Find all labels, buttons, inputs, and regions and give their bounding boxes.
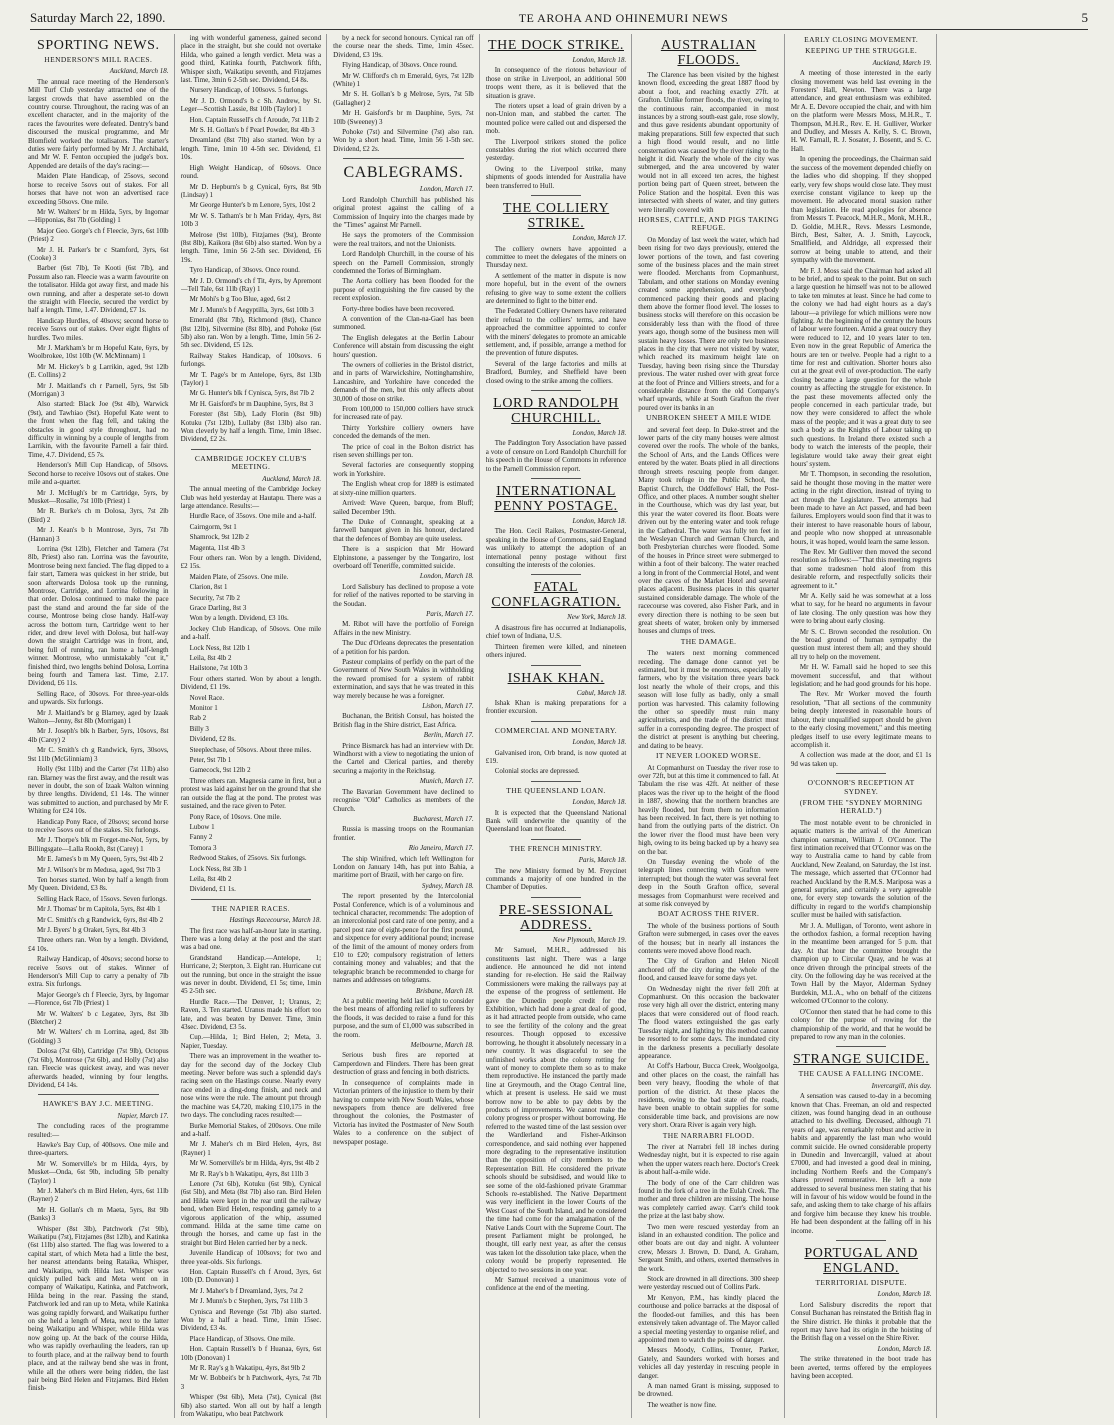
dateline: Paris, March 18.: [578, 856, 627, 865]
article-paragraph: Hurdle Race, of 35sovs. One mile and a-half.: [189, 512, 317, 521]
dateline: Brisbane, March 18.: [416, 986, 474, 995]
article-headline: THE DOCK STRIKE.: [488, 38, 624, 53]
article-paragraph: The strike threatened in the boot trade has been averted, terms offered by the employees having been accepted.: [790, 1355, 932, 1381]
article-paragraph: Pohoke (7st) and Silvermine (7st) also ran. Won by a short head. Time, 1min 56 1-5th sec. Dividend, £2 2s.: [333, 128, 474, 153]
article-paragraph: There is a suspicion that Mr Howard Elphinstone, a passenger by the Tongariro, lost overboard off Teneriffe, committed suicide.: [333, 545, 474, 570]
column-2: [181, 34, 328, 1418]
article-paragraph: Won by a length. Dividend, £3 10s.: [189, 614, 289, 623]
article-paragraph: At Copmanhurst on Tuesday the river rose to over 72ft, but at this time it commenced to fall. At Tabulam the rise was 42ft. At neither of these places was the river up to the height of the flood in 1887, showing that the northern branches are heavily flooded, but from them no information has been received. In fact, there is yet nothing to hand from the outlying parts of the district. On the lower river the flood must have been very high, owing to its being backed up by a heavy sea on the bar.: [638, 763, 779, 856]
article-paragraph: Hon. Captain Russell's ch f Aroud, 3yrs, 6st 10lb (D. Donovan) 1: [180, 1268, 322, 1285]
dateline: Berlin, March 17.: [423, 731, 474, 740]
article-paragraph: Cynisca and Revenge (5st 7lb) also started. Won by a half a head. Time, 1min 15sec. Dividend, £3 4s.: [180, 1307, 322, 1333]
article-paragraph: The river at Narrabri fell 18 inches during Wednesday night, but it is expected to rise again when the upper waters reach here. Doctor's Creek is about half-a-mile wide.: [638, 1142, 779, 1177]
article-subheading: BOAT ACROSS THE RIVER.: [657, 909, 760, 919]
article-paragraph: Mr J. Munn's b f Aegyptilla, 3yrs, 6st 10lb 3: [189, 305, 314, 314]
dateline: London, March 18.: [572, 429, 627, 437]
dateline: Lisbon, March 17.: [422, 702, 474, 711]
article-paragraph: The new Ministry formed by M. Freycinet commands a majority of one hundred in the Chamber of Deputies.: [485, 866, 627, 892]
article-paragraph: At a public meeting held last night to consider the best means of affording relief to sufferers by the floods, it was decided to raise a fund for this purpose, and the sum of £1,000 was subscribed in the room.: [333, 997, 474, 1039]
article-headline: THE COLLIERY STRIKE.: [502, 201, 610, 232]
article-paragraph: There was an improvement in the weather to-day for the second day of the Jockey Club meeting. Never before was such a splendid day's racing seen on the Hastings course. Nearly every race ended in a ding-dong finish, and neck and nose wins were the rule. The amount put through the machine was £4,720, making £10,175 in the two days. The concluding races resulted:—: [180, 1052, 322, 1120]
dateline: Paris, March 17.: [426, 609, 474, 618]
article-paragraph: Forester (8st 5lb), Lady Florin (8st 9lb) Kotuku (7st 12lb), Lullaby (8st 13lb) also ran. Won cleverly by half a length. Time, 1min 18sec. Dividend, £2 2s.: [180, 410, 322, 444]
article-paragraph: On Tuesday evening the whole of the telegraph lines connecting with Grafton were interrupted; but though the water was several feet deep in the South Grafton office, several messages from Copmanhurst were received and at some risk conveyed by: [638, 857, 779, 908]
article-paragraph: Two men were rescued yesterday from an island in an exhausted condition. The police and other boats are out day and night. A volunteer crew, Messrs J. Brown, D. Dand, A. Graham, Sergeant Smith, and others, exerted themselves in the work.: [638, 1222, 779, 1273]
article-paragraph: Pony Race, of 10sovs. One mile.: [189, 812, 282, 821]
article-paragraph: O'Connor then stated that he had come to this colony for the purpose of rowing for the championship of the world, and that he would be prepared to row any man in the colonies.: [790, 1007, 932, 1041]
article-paragraph: Tyro Handicap, of 30sovs. Once round.: [189, 266, 300, 275]
article-paragraph: A disastrous fire has occurred at Indianapolis, chief town of Indiana, U.S.: [485, 623, 627, 641]
article-paragraph: Prince Bismarck has had an interview with Dr. Windhorst with a view to negotiating the union of the Cartel and Clerical parties, and thereby securing a majority in the Reichstag.: [333, 741, 474, 775]
article-subheading: THE DAMAGE.: [680, 636, 737, 646]
article-paragraph: Forty-three bodies have been recovered.: [342, 304, 455, 313]
article-paragraph: ing with wonderful gameness, gained second place in the straight, but she could not overtake Hilda, who gained a length verdict. Meta was a good third, Katinka fourth, Patchwork fifth, Whisper sixth, Waikatipu seventh, and Fitzjames last. Time, 3min 6 2-5th sec. Dividend, £4 8s.: [180, 34, 322, 85]
dateline: Munich, March 17.: [419, 777, 474, 786]
column-rule: [191, 449, 312, 450]
article-paragraph: Mr J. Markham's br m Hopeful Kate, 6yrs, by Woolbrokee, 10st 10lb (W. McMinnam) 1: [28, 344, 169, 361]
article-subheading: KEEPING UP THE STRUGGLE.: [805, 46, 918, 56]
column-rule: [531, 665, 582, 666]
article-paragraph: Mr J. Maher's ch m Bird Helen, 4yrs, 8st (Rayner) 1: [180, 1140, 322, 1157]
article-paragraph: Melrose (9st 10lb), Fitzjames (9st), Bronte (8st 8lb), Kaikora (8st 6lb) also started. Won by a length. Time, 1min 56 2-5th sec. Dividend, £6 19s.: [180, 230, 322, 264]
column-3: [333, 34, 480, 1418]
article-paragraph: Leila, 8st 4lb 2: [189, 654, 232, 662]
article-paragraph: Major George's ch f Fleecie, 3yrs, by Ingomar—Florence, 6st 7lb (Priest) 1: [28, 990, 169, 1008]
article-paragraph: Mr S. H. Gollan's b f Pearl Powder, 8st 4lb 3: [189, 126, 315, 135]
paper-title: TE AROHA AND OHINEMURI NEWS: [518, 11, 729, 25]
article-paragraph: Colonial stocks are depressed.: [494, 767, 580, 776]
article-paragraph: M. Ribot will have the portfolio of Foreign Affairs in the new Ministry.: [333, 620, 474, 637]
article-paragraph: Three others ran. Won by a length. Dividend, £4 10s.: [28, 936, 169, 953]
article-paragraph: The Rev. Mr Gulliver then moved the second resolution as follows:—"That this meeting regrets that some tradesmen hold aloof from this desirable reform, and respectfully solicits their agreement to it.": [790, 547, 932, 590]
article-paragraph: Mr Mohi's b g Too Blue, aged, 6st 2: [189, 295, 291, 304]
article-headline: INTERNATIONAL PENNY POSTAGE.: [494, 484, 618, 515]
article-paragraph: Redwood Stakes, of 25sovs. Six furlongs.: [189, 854, 307, 863]
article-subheading: EARLY CLOSING MOVEMENT.: [804, 35, 919, 44]
article-paragraph: The report presented by the Intercolonial Postal Conference, which is of a voluminous and technical character, recommends: The adoption of an intercolonial post card rate of one penny, and a parcel post rate of eight-pence for the first pound, and sixpence for every additional pound; increase of the limit of the amount of money orders from £10 to £20; compulsory registration of letters containing money and valuables; and that the telegraphic branch be recommended to charge for names and addresses on telegrams.: [333, 892, 474, 985]
article-paragraph: The City of Grafton and Helen Nicoll anchored off the city during the whole of the flood, and caused leave for some days yet.: [638, 957, 779, 983]
article-paragraph: The first race was half-an-hour late in starting. There was a long delay at the post and the start was a bad one.: [180, 926, 322, 952]
article-paragraph: Railway Handicap, of 40sovs; second horse to receive 5sovs out of stakes. Winner of Henderson's Mill Cup to carry a penalty of 7lb extra. Six furlongs.: [28, 955, 169, 989]
column-rule: [836, 1240, 887, 1241]
dateline: Napier, March 17.: [117, 1111, 169, 1120]
article-headline: PORTUGAL AND ENGLAND.: [804, 1246, 918, 1277]
article-paragraph: Mr H. Gollan's ch m Maeta, 5yrs, 8st 9lb (Banks) 3: [28, 1205, 169, 1223]
article-paragraph: The English delegates at the Berlin Labour Conference will abstain from discussing the eight hours' question.: [333, 333, 474, 359]
article-paragraph: Mr J. D. Ormond's ch f Tit, 4yrs, by Apremont—Tell Tale, 6st 11lb (Ray) 1: [180, 276, 322, 293]
article-paragraph: Selling Hack Race, of 15sovs. Seven furlongs.: [37, 894, 168, 903]
article-paragraph: Maiden Plate Handicap, of 25sovs, second horse to receive 5sovs out of stakes. For all horses that have not won an advertised race exceeding 50sovs. One mile.: [28, 172, 169, 206]
article-paragraph: Place Handicap, of 30sovs. One mile.: [189, 1334, 295, 1343]
article-subheading: HORSES, CATTLE, AND PIGS TAKING REFUGE.: [638, 214, 779, 233]
article-paragraph: Magenta, 11st 4lb 3: [189, 543, 245, 552]
article-paragraph: Mr W. Bobbeit's br h Patchwork, 4yrs, 7st 7lb 3: [180, 1374, 322, 1391]
article-subheading: TERRITORIAL DISPUTE.: [815, 1278, 907, 1288]
article-paragraph: The Duke of Connaught, speaking at a farewell banquet given in his honour, declared that the defences of Bombay are quite useless.: [333, 517, 474, 543]
article-paragraph: Peter, 9st 7lb 1: [189, 756, 232, 765]
page-number: 5: [1081, 10, 1088, 25]
article-paragraph: Mr J. Kean's b h Montrose, 3yrs, 7st 7lb (Hannan) 3: [28, 526, 169, 543]
article-paragraph: The Liverpool strikers stoned the police constables during the riot which occurred there yesterday.: [485, 137, 627, 163]
article-paragraph: Buchanan, the British Consul, has hoisted the British flag in the Shire district, East Africa.: [333, 712, 474, 729]
article-paragraph: Gamecock, 9st 12lb 2: [189, 766, 251, 775]
article-paragraph: Owing to the Liverpool strike, many shipments of goods intended for Australia have been transferred to Hull.: [485, 164, 627, 190]
article-paragraph: Hailstone, 7st 10lb 3: [189, 664, 248, 673]
dateline: Invercargill, this day.: [871, 1081, 932, 1090]
article-paragraph: Fanny 2: [189, 833, 213, 842]
article-paragraph: Grandstand Handicap.—Antelope, 1; Hurricane, 2; Sterpton, 3. Eight ran. Hurricane cut out the running, but once in the straight the issue was never in doubt. Dividend, £1 5s; time, 1min 45 2-5th sec.: [180, 953, 322, 996]
article-paragraph: The rioters upset a load of grain driven by a non-Union man, and stabbed the carter. The mounted police were called out and dispersed the mob.: [485, 102, 627, 136]
article-paragraph: Mr D. Hepburn's b g Cynical, 6yrs, 8st 9lb (Lindsay) 1: [180, 182, 322, 199]
column-rule: [836, 1046, 887, 1047]
article-paragraph: Mr J. A. Mulligan, of Toronto, went ashore in the orthodox fashion, a formal reception having in the meantime been arranged for 5 p.m. that day. At that hour the committee brought the champion up to Circular Quay, and he was at once driven through the principal streets of the city. On the following day he was received at the Town Hall by the Mayor, Alderman Sydney Burdekin, M.L.A., who on behalf of the citizens welcomed O'Connor to the colony.: [790, 921, 932, 1006]
dateline: London, March 17.: [572, 234, 627, 243]
article-paragraph: A man named Grant is missing, supposed to be drowned.: [638, 1381, 779, 1399]
article-paragraph: Monitor 1: [189, 704, 218, 713]
article-paragraph: Galvanised iron, Orb brand, is now quoted at £19.: [485, 748, 627, 765]
column-rule: [531, 478, 582, 479]
article-subheading: THE NAPIER RACES.: [211, 903, 290, 913]
article-paragraph: Mr W. Somerville's br m Hilda, 4yrs, by Musket—Onda, 6st 9lb, including 5lb penalty (Taylor) 1: [28, 1159, 169, 1185]
article-paragraph: Lock Ness, 8st 3lb 1: [189, 864, 247, 873]
article-subheading: UNBROKEN SHEET A MILE WIDE: [646, 413, 772, 423]
article-subheading: (FROM THE "SYDNEY MORNING HERALD."): [799, 797, 923, 816]
article-paragraph: Mr H. Gaisford's br m Dauphine, 5yrs, 7st 10lb (Sweeney) 3: [333, 109, 474, 126]
article-paragraph: Thirteen firemen were killed, and nineteen others injured.: [485, 642, 627, 660]
article-paragraph: Lock Ness, 8st 12lb 1: [189, 643, 251, 652]
article-paragraph: Mr J. Maher's ch m Bird Helen, 4yrs, 6st 11lb (Rayner) 2: [28, 1186, 169, 1204]
article-paragraph: The whole of the business portions of South Grafton were submerged, in cases over the eaves of the houses; but in nearly all instances the contents were moved above flood reach.: [638, 921, 779, 956]
article-paragraph: Lord Randolph Churchill, in the course of his speech on the Parnell Commission, strongly condemned the Tories of Birmingham.: [333, 250, 474, 275]
article-paragraph: Security, 7st 7lb 2: [189, 593, 241, 602]
article-paragraph: In opening the proceedings, the Chairman said the success of the movement depended chiefly on the ladies who did shopping. If they shopped early, very few shops would close late. They must exercise constant vigilance to keep up the movement. He advocated moral suasion rather than legislation. He read apologies for absence from Messrs T. Peacock, M.H.R., Monk, M.H.R., D. Goldie, M.H.R., Revs. Messrs Lesmonde, Birch, Best, Salter, A. J. Smith, Laycock, Smallfield, and Aldridge, all expressed their sorrow at being unable to attend, and their sympathy with the movement.: [790, 155, 932, 265]
article-paragraph: Mr J. Wilson's br m Medusa, aged, 9st 7lb 3: [37, 865, 161, 874]
column-1: [28, 34, 175, 1418]
dateline: Rio Janeiro, March 17.: [408, 844, 474, 853]
article-paragraph: Mr J. Munn's b c Stephen, 3yrs, 7st 11lb 3: [189, 1297, 308, 1306]
article-paragraph: Several of the large factories and mills at Bradford, Burnley, and Sheffield have been closed owing to the strike among the colliers.: [485, 359, 627, 385]
article-paragraph: The Aorta colliery has been flooded for the purpose of extinguishing the fire caused by the recent explosion.: [333, 277, 474, 303]
dateline: London, March 17.: [419, 185, 474, 194]
article-paragraph: Rab 2: [189, 714, 207, 723]
article-paragraph: The annual meeting of the Cambridge Jockey Club was held yesterday at Hautapu. There was a large attendance. Results:—: [180, 485, 322, 510]
article-paragraph: Mr E. James's b m My Queen, 5yrs, 9st 4lb 2: [37, 855, 164, 864]
article-paragraph: The English wheat crop for 1889 is estimated at sixty-nine million quarters.: [333, 480, 474, 497]
dateline: Bucharest, March 17.: [413, 814, 474, 823]
article-paragraph: A sensation was caused to-day in a becoming known that Chas. Freeman, an old and respected citizen, was found hanging dead in an outhouse attached to his dwelling. Deceased, although 71 years of age, was remarkably robust and active in habits and apparently the last man who would commit suicide. He owned considerable property in Dunedin and Invercargill, valued at about £7000, and had invested a good deal in mining, including Northern Reefs and the Company's shares proved remunerative. He left a note addressed to several business men stating that his will in favour of his widow would be found in the safe, and asking them to take charge of his affairs and forgive him because they knew his trouble. He had been despondent at the falling off in his income.: [790, 1092, 932, 1235]
article-paragraph: Mr Kenyon, P.M., has kindly placed the courthouse and police barracks at the disposal of the flooded-out families, and this has been extensively taken advantage of. The Mayor called a special meeting yesterday to organise relief, and appointed men to watch the points of danger.: [638, 1293, 779, 1344]
article-paragraph: Hon. Captain Russell's ch f Aroude, 7st 11lb 2: [189, 115, 319, 124]
article-paragraph: Serious bush fires are reported at Camperdown and Flinders. There has been great destruction of grass and fencing in both districts.: [333, 1051, 474, 1077]
article-subheading: THE FRENCH MINISTRY.: [509, 843, 603, 853]
article-subheading: IT NEVER LOOKED WORSE.: [655, 751, 762, 761]
column-5: [638, 34, 785, 1418]
article-paragraph: The concluding races of the programme resulted:—: [28, 1122, 169, 1139]
article-paragraph: Three others ran. Magnesia came in first, but a protest was laid against her on the ground that she ran outside the flag at the pond. The protest was sustained, and the race given to Peter.: [180, 776, 322, 811]
article-paragraph: The Rev. Mr Worker moved the fourth resolution, "That all sections of the community being deeply interested in reasonable hours of labour, their unqualified support should be given to the early closing movement," and this meeting pledges itself to use every legitimate means to accomplish it.: [790, 690, 932, 749]
article-paragraph: Lorrina (9st 12lb), Fletcher and Tamera (7st 8lb, Priest) also ran. Lorrina was the favourite, Montrose being next fancied. The flag dipped to a fair start, Tamera was quickest in her stride, but soon afterwards Dolosa took up the running, Montrose, Cartridge, and Lorrina following in that order. Dolosa continued to make the pace past the stand and around the far side of the course, Montrose being close handy. Half-way across the bottom turn, Cartridge went to her rider, and drew level with Dolosa, but half-way down the straight Cartridge was in front, and, being full of running, ran home a half-length winner. Montrose, who unmistakably "cut it," finished third, two lengths behind Dolosa, Lorrina being fourth and Tamera last. Time, 2.17. Dividend, £6 11s.: [28, 544, 169, 688]
article-paragraph: Pasteur complains of perfidy on the part of the Government of New South Wales in withholding the reward promised for a system of rabbit extermination, and says that he was treated in this way merely because he was a foreigner.: [333, 658, 474, 700]
article-paragraph: Emerald (8st 7lb), Richmond (8st), Chance (8st 12lb), Silvermine (8st 8lb), and Pohoke (6st 5lb) also ran. Won by a length. Time, 1min 56 2-5th sec. Dividend, £5 12s.: [180, 316, 322, 350]
dateline: Auckland, March 18.: [262, 474, 322, 483]
article-paragraph: Also started: Black Joe (9st 4lb), Warwick (9st), and Tawhiao (9st). Hopeful Kate went to the front when the flag fell, and taking the obstacles in good style throughout, had no difficulty in winning by a couple of lengths from Larrikin, with the favourite Parnell a fair third. Time, 4.7. Dividend, £5 7s.: [28, 400, 169, 459]
article-subheading: HENDERSON'S MILL RACES.: [44, 55, 153, 64]
article-paragraph: Nursery Handicap, of 100sovs. 5 furlongs.: [189, 86, 309, 95]
article-paragraph: Mr S. H. Gollan's b g Melrose, 5yrs, 7st 5lb (Gallagher) 2: [333, 90, 474, 107]
article-paragraph: Mr M. Hickey's b g Larrikin, aged, 9st 12lb (E. Collins) 2: [28, 362, 169, 380]
article-paragraph: The most notable event to be chronicled in aquatic matters is the arrival of the American champion oarsman, William J. O'Connor. The first intimation received that O'Connor was on the way to Australia came to hand by cable from Auckland, New Zealand, on Saturday, the 1st inst. The message, which asserted that O'Connor had reached Auckland by the R.M.S. Mariposa was a general surprise, and certainly a very agreeable one, for every step towards the solution of the difficulty in regard to the world's championship sculler must be hailed with satisfaction.: [790, 818, 932, 920]
article-paragraph: Mr J. H. Parker's br c Stamford, 3yrs, 6st (Cooke) 3: [28, 245, 169, 262]
article-paragraph: The Hon. Cecil Raikes, Postmaster-General, speaking in the House of Commons, said England was unlikely to attempt the adoption of an international penny postage without first consulting the interests of the colonies.: [485, 527, 627, 570]
dateline: London, March 18.: [419, 572, 474, 581]
article-headline: SPORTING NEWS.: [36, 38, 160, 53]
article-paragraph: Lenore (7st 6lb), Kotuku (6st 9lb), Cynical (6st 5lb), and Meta (8st 7lb) also ran. Bird Helen and Hilda were kept in the rear until the railway bend, when Bird Helen, responding gamely to a vigorous application of the whip, assumed command. Hilda at the same time came on through the horses, and came up fast in the straight but Bird Helen carried her by a neck.: [180, 1179, 322, 1247]
article-paragraph: In consequence of complaints made in Victorian printers of the injustice to them by their having to compete with New South Wales, whose newspapers from thence are delivered free throughout the colonies, the Postmaster of Victoria has invited the Postmaster of New South Wales to a conference on the subject of newspaper postage.: [333, 1078, 474, 1146]
article-paragraph: Stock are drowned in all directions. 300 sheep were yesterday rescued out of Collins Park.: [638, 1275, 779, 1292]
article-headline: CABLEGRAMS.: [343, 164, 464, 182]
article-paragraph: The owners of collieries in the Bristol district, and in parts of Warwickshire, Nottinghamshire, Lancashire, and Yorkshire have conceded the demands of the men, but this only affects about 30,000 of those on strike.: [333, 361, 474, 403]
article-paragraph: Mr S. C. Brown seconded the resolution. On the broad ground of human sympathy the question must interest them all; and they should all try to help on the movement.: [790, 627, 932, 661]
article-paragraph: Mr J. Maher's b f Dreamland, 3yrs, 7st 2: [189, 1286, 303, 1295]
article-paragraph: Dividend, £2 8s.: [189, 735, 236, 744]
article-paragraph: Four others ran. Won by a length. Dividend, £2 15s.: [180, 553, 322, 571]
article-paragraph: A settlement of the matter in dispute is now more hopeful, but in the event of the owners refusing to give way to some extent the colliers are determined to fight to the bitter end.: [485, 271, 627, 305]
article-paragraph: Juvenile Handicap of 100sovs; for two and three year-olds. Six furlongs.: [180, 1249, 322, 1266]
article-paragraph: Whisper (8st 3lb), Patchwork (7st 9lb), Waikatipu (7st), Fitzjames (8st 12lb), and Katinka (6st 11lb) also started. The flag was lowered to a capital start, of which Meta had a little the best, her nearest attendants being Rataika, Whisper, and Waikatipu, with Hilda last. Whisper was quickly pulled back and Meta went on in company of Waikatipu, Katinka, and Patchwork, Hilda being in the rear. Passing the stand, Patchwork led and ran up to Meta, while Katinka was going rapidly forward, and Waikatipu further on she held a length of Meta, next to the latter being Waikatipu and Whisper, while Hilda was now going up. At the back of the course Hilda, who was rapidly overhauling the leaders, ran up to fourth place, and at the railway bend to fourth place, and at the railway bend she was in front, while all the others were being ridden, the last pair being Bird Helen and Fitzjames. Bird Helen finish-: [28, 1224, 169, 1393]
article-paragraph: Handicap Hurdles, of 40sovs; second horse to receive 5sovs out of stakes. Over eight flights of hurdles. Two miles.: [28, 316, 169, 342]
article-paragraph: Mr T. Page's br m Antelope, 6yrs, 8st 13lb (Taylor) 1: [180, 370, 322, 388]
article-paragraph: Mr Samuel, M.H.R., addressed his constituents last night. There was a large audience. He announced he did not intend standing for re-election. He said the Railway Commissioners were making the railways pay at the expense of the progress of settlement. He gave the Dunedin people credit for the Exhibition, which had done a great deal of good, as it had attracted people from outside, who came to see the fertility of the colony and the great resources. Though opposed to excessive borrowing, he thought it absolutely necessary in a new country. It was disgraceful to see the unfinished works about the colony rotting for want of money to complete them so as to make them reproductive. He instanced the partly made line at Greymouth, and the Otago Central line, which at present is useless. He said we must borrow now to be able to pay debts by the products of improvements. We cannot make the colony progress or prosper without borrowing. He referred to the wasted time of the last session over the Wardlerland and Fisher-Atkinson correspondence, and said nothing ever happened more degrading to the representative institution than the opposition of city members to the Representation Bill. He considered the private schools should be subsidised, and would like to see some of the old-fashioned private Grammar Schools re-established. The Native Department was very inefficient in the lower Courts of the West Coast of the South Island, and he considered the time had come for the amalgamation of the Native Lands Court with the Supreme Court. The present Parliament might be prolonged, he thought, till early next year, as after the census was taken lot the dissolution take place, when the colony would be properly represented. He objected to two sessions in one year.: [485, 946, 627, 1274]
article-paragraph: and several feet deep. In Duke-street and the lower parts of the city many houses were almost covered over the roofs. The whole of the banks, the School of Arts, and the Lands Offices were entered by the water. Boats plied in all directions through streets rescuing people from danger. Many took refuge in the Public School, the Baptist Church, the Oddfellows' Hall, the Post-Office, and other places. A number sought shelter in the Courthouse, which was dry last year, but this year the water covered its floor. Boats were driven out by the entering water and took refuge in the Cathedral. The water was fully ten feet in the Wesleyan Church and German Church, and both Presbyterian churches were flooded. Some of the houses in Prince street were submerged to within a foot of their balcony. The water reached a long in front of the Commercial Hotel, and went over the caves of the Market Hotel and several places adjacent. Business places in this quarter sustained considerable damage. The whole of the racecourse was covered, also Fisher Park, and in every direction there is nothing to be seen but great sheets of water, broken only by immersed houses and clumps of trees.: [638, 425, 779, 636]
dateline: Melbourne, March 18.: [410, 1041, 474, 1050]
article-subheading: THE NARRABRI FLOOD.: [662, 1130, 755, 1140]
article-paragraph: Four others started. Won by about a length. Dividend, £1 19s.: [180, 674, 322, 692]
article-paragraph: Messrs Moody, Collins, Trenter, Parker, Gately, and Saunders worked with horses and vehicles all day yesterday in rescuing people in danger.: [638, 1346, 779, 1380]
dateline: London, March 18.: [572, 56, 627, 64]
article-paragraph: Henderson's Mill Cup Handicap, of 50sovs. Second horse to receive 10sovs out of stakes. One mile and a-quarter.: [28, 461, 169, 487]
article-paragraph: Mr C. Smith's ch g Randwick, 6yrs, 8st 4lb 2: [37, 915, 164, 924]
article-paragraph: High Weight Handicap, of 60sovs. Once round.: [180, 163, 322, 181]
article-paragraph: The Federated Colliery Owners have reiterated their refusal to the colliers' terms, and have approached the committee appointed to confer with the miners' delegates to promote an amicable settlement, and, if possible, arrange a method for the prevention of future disputes.: [485, 307, 627, 358]
article-headline: LORD RANDOLPH CHURCHILL.: [493, 396, 619, 426]
dateline: London, March 18.: [572, 517, 627, 526]
article-paragraph: It is expected that the Queensland National Bank will underwrite the quantity of the Queensland loan not floated.: [485, 808, 627, 834]
article-paragraph: Billy 3: [189, 724, 209, 733]
column-rule: [531, 390, 582, 391]
article-paragraph: Mr J. D. Ormond's b c Sh. Andrew, by St. Leger—Scottish Lassie, 8st 10lb (Taylor) 1: [180, 96, 322, 114]
dateline: London, March 18.: [877, 1290, 932, 1299]
article-paragraph: Whisper (9st 6lb), Meta (7st), Cynical (8st 6lb) also started. Won all out by half a length from Wakatipu, who beat Patchwork: [180, 1393, 322, 1418]
article-paragraph: From 100,000 to 150,000 colliers have struck for increased rate of pay.: [333, 405, 474, 422]
article-paragraph: Handicap Pony Race, of 20sovs; second horse to receive 5sovs out of the stakes. Six furlongs.: [28, 817, 169, 834]
article-subheading: O'CONNOR'S RECEPTION AT SYDNEY.: [807, 778, 915, 796]
article-paragraph: Arrived: Wave Queen, barque, from Bluff; sailed December 19th.: [333, 499, 474, 516]
article-paragraph: The body of one of the Carr children was found in the fork of a tree in the Eulah Creek. The mother and three children are missing. The house was completely carried away. Carr's child took the prize at the last baby show.: [638, 1178, 779, 1221]
article-paragraph: Mr T. Thompson, in seconding the resolution, said he thought those moving in the matter were acting in the right direction, instead of trying to act through the Legislature. Two attempts had been made to have an Act passed, and had been failures. Employers would soon find that it was to their interest to have reasonable hours of labour, and people who now shopped at unreasonable hours, it was hoped, would learn the same lesson.: [790, 470, 932, 546]
article-paragraph: Mr H. Gaisford's br m Dauphine, 5yrs, 8st 3: [189, 399, 314, 408]
column-rule: [836, 773, 887, 774]
article-paragraph: by a neck for second honours. Cynical ran off the course near the sheds. Time, 1min 45sec. Dividend, £3 19s.: [333, 34, 474, 59]
article-paragraph: Mr W. Walters' br m Hilda, 5yrs, by Ingomar—Hipponias, 8st 7lb (Golding) 1: [28, 207, 169, 225]
article-paragraph: Novel Race.: [189, 693, 225, 702]
article-paragraph: Leila, 8st 4lb 2: [189, 874, 232, 883]
article-headline: AUSTRALIAN FLOODS.: [660, 38, 757, 68]
column-rule: [531, 721, 582, 722]
article-paragraph: Cairngorm, 9st 1: [189, 522, 237, 531]
article-paragraph: On Wednesday night the river fell 20ft at Copmanhurst. On this occasion the backwater rose very high all over the district, entering many places that were considered out of flood reach. The flood waters extinguished the gas early Tuesday night, and lighting by this method cannot be resorted to for some days. The inundated city in the darkness presents a peculiarly desolate appearance.: [638, 984, 779, 1060]
article-paragraph: Ishak Khan is making preparations for a frontier excursion.: [485, 698, 627, 716]
article-columns: [28, 34, 1090, 1418]
article-paragraph: Mr J. Byers' b g Oraket, 5yrs, 8st 4lb 3: [37, 926, 146, 934]
column-rule: [531, 195, 582, 196]
article-paragraph: Hurdle Race.—The Denver, 1; Uranus, 2; Raven, 3. Ten started. Uranus made his effort too late, and was beaten by Denver. Time, 3min 43sec. Dividend, £3 5s.: [180, 997, 322, 1032]
dateline: New Plymouth, March 19.: [552, 935, 627, 944]
article-paragraph: Steeplechase, of 50sovs. About three miles.: [189, 745, 312, 754]
article-paragraph: Shamrock, 9st 12lb 2: [189, 533, 250, 542]
article-paragraph: The ship Winifred, which left Wellington for London on January 14th, has put into Bahia, a maritime port of Brazil, with her cargo on fire.: [333, 854, 474, 880]
column-7: [943, 34, 1090, 1418]
article-paragraph: Clarion, 8st 1: [189, 583, 228, 592]
article-paragraph: The price of coal in the Bolton district has risen seven shillings per ton.: [333, 442, 474, 460]
article-paragraph: Mr R. Ray's g h Wakatipu, 4yrs, 8st 9lb 2: [189, 1364, 306, 1373]
article-paragraph: Maiden Plate, of 25sovs. One mile.: [189, 572, 289, 581]
dateline: New York, March 18.: [567, 613, 627, 622]
article-paragraph: Mr J. McHugh's br m Cartridge, 5yrs, by Musket—Rosalie, 7st 10lb (Priest) 1: [28, 488, 169, 505]
article-paragraph: At Coff's Harbour, Bucca Creek, Woolgoolga, and other places on the coast, the rainfall has been very heavy, flooding the whole of that portion of the district. At these places the residents, owing to the bad state of the roads, have been unable to obtain supplies for some considerable time back, and provisions are now very short. Orara River is again very high.: [638, 1062, 779, 1130]
article-paragraph: A meeting of those interested in the early closing movement was held last evening in the Foresters' Hall, Newton. There was a large attendance, and great enthusiasm was exhibited. Mr A. E. Devore occupied the chair, and with him on the platform were Messrs Moss, M.H.R., T. Thompson, M.H.R., Rev. E. H. Gulliver, Worker and Dudley, and Messrs A. Kelly, S. C. Brown, H. W. Farnall, R. J. Sosater, J. Bosentt, and S. C. Hall.: [790, 69, 932, 153]
article-paragraph: Mr W. Walters' ch m Lorrina, aged, 8st 3lb (Golding) 3: [28, 1028, 169, 1045]
column-rule: [191, 899, 312, 900]
article-paragraph: A convention of the Clan-na-Gael has been summoned.: [333, 314, 474, 332]
article-paragraph: Tomora 3: [189, 843, 217, 852]
article-paragraph: Mr W. Somerville's br m Hilda, 4yrs, 9st 4lb 2: [189, 1159, 320, 1168]
article-paragraph: Dividend, £1 1s.: [189, 885, 236, 894]
article-paragraph: Mr F. J. Moss said the Chairman had asked all to be brief, and to speak to the point. But on such a large question he himself was not to be allowed to take ten minutes at least. Since he had come to the colony we had had eight hours as a day's labour—a privilege for which millions were now fighting. At the beginning of the century the hours of labour were fourteen. Amid a great outcry they were reduced to 12, and 10 years later to ten. Even now in the great Republic of America the hours are ten or twelve. People had a right to a time for rest and cultivation. Shorter hours also cut at the great evil of over-production. The early closing became a large question for the whole country as affecting the struggle for existence. In the past these movements affected only the people concerned in each particular trade, but now they were considered to affect the whole mass of the people; and it was a great duty to see such a body as the Knights of Labour taking up such questions. In Ireland there existed such a body to watch the interests of the people, their legislature would take away their great eight hours' system.: [790, 266, 932, 468]
article-paragraph: Mr W. Clifford's ch m Emerald, 6yrs, 7st 12lb (White) 1: [333, 71, 474, 89]
dateline: London, March 18.: [877, 1344, 932, 1353]
column-4: [486, 34, 633, 1418]
article-paragraph: Mr W. Walters' b c Legatee, 3yrs, 8st 3lb (Bletcher) 2: [28, 1009, 169, 1027]
article-paragraph: Dolosa (7st 6lb), Cartridge (7st 9lb), Octopus (7st 6lb), Montrose (7st 6lb), and Holly (7st) also ran. Fleecie was quickest away, and was never afterwards headed, winning by four lengths. Dividend, £4 14s.: [28, 1047, 169, 1089]
article-paragraph: The Duc d'Orleans deprecates the presentation of a petition for his pardon.: [333, 639, 474, 656]
article-subheading: HAWKE'S BAY J.C. MEETING.: [42, 1099, 154, 1109]
dateline: London, March 18.: [572, 798, 627, 807]
dateline: Auckland, March 19.: [872, 58, 932, 67]
article-paragraph: Russia is massing troops on the Roumanian frontier.: [333, 825, 474, 842]
article-paragraph: Lord Salisbury has declined to propose a vote for relief of the natives reported to be starving in the Soudan.: [333, 582, 474, 608]
article-paragraph: The Clarence has been visited by the highest known flood, exceeding the great 1887 flood by about a foot, and reaching exactly 27ft. at Grafton. Unlike former floods, the river, owing to the continuous rain, accompanied in most instances by a strong south-east gale, rose slowly, and thus gave residents abundant opportunity of making preparations. Still few expected that such a high flood would result, and no little consternation was caused by the river rising to the height it did. Nearly the whole of the city was submerged, and the area uncovered by water would not in all exceed ten acres, the highest portion being part of Queen street, between the Police Station and the hospital. Even this was intersected with sheets of water, and tiny gutters were literally covered with: [638, 71, 779, 214]
article-paragraph: The Paddington Tory Association have passed a vote of censure on Lord Randolph Churchill for his speech in the House of Commons in reference to the Parnell Commission report.: [485, 439, 627, 473]
article-subheading: THE CAUSE A FALLING INCOME.: [798, 1069, 924, 1079]
article-paragraph: Selling Race, of 30sovs. For three-year-olds and upwards. Six furlongs.: [28, 689, 169, 707]
article-paragraph: A collection was made at the door, and £1 1s 9d was taken up.: [790, 751, 932, 768]
article-paragraph: Lubow 1: [189, 822, 215, 831]
article-paragraph: Jockey Club Handicap, of 50sovs. One mile and a-half.: [180, 624, 322, 642]
article-paragraph: Mr J. Thomas' br m Capitola, 5yrs, 8st 4lb 1: [37, 905, 161, 914]
article-paragraph: Flying Handicap, of 30sovs. Once round.: [342, 61, 458, 70]
dateline: Auckland, March 18.: [109, 67, 169, 76]
column-rule: [531, 781, 582, 782]
column-rule: [531, 574, 582, 575]
article-paragraph: Mr A. Kelly said he was somewhat at a loss what to say, for he heard no arguments in favour of late closing. The only question was how they were to bring about early closing.: [790, 592, 932, 626]
issue-date: Saturday March 22, 1890.: [30, 10, 166, 25]
article-paragraph: Mr J. Maitland's ch r Parnell, 5yrs, 9st 5lb (Morrigan) 3: [28, 381, 169, 399]
article-paragraph: Mr Samuel received a unanimous vote of confidence at the end of the meeting.: [485, 1276, 627, 1293]
article-paragraph: The weather is now fine.: [647, 1400, 717, 1409]
article-paragraph: In consequence of the riotous behaviour of those on strike in Liverpool, an additional 500 troops went there, as it is believed that the situation is grave.: [485, 66, 627, 100]
article-paragraph: Mr W. S. Tatham's br h Man Friday, 4yrs, 8st 10lb 3: [180, 211, 322, 229]
article-paragraph: Mr R. Burke's ch m Dolosa, 3yrs, 7st 2lb (Bird) 2: [28, 507, 169, 524]
article-paragraph: Hon. Captain Russell's b f Huanaa, 6yrs, 6st 10lb (Donovan) 1: [180, 1345, 322, 1362]
column-rule: [38, 1094, 159, 1095]
article-paragraph: Mr J. Joseph's blk h Barber, 5yrs, 10sovs, 8st 4lb (Carey) 2: [28, 727, 169, 744]
column-rule: [531, 839, 582, 840]
article-headline: ISHAK KHAN.: [507, 670, 605, 686]
article-paragraph: Hawke's Bay Cup, of 400sovs. One mile and three-quarters.: [28, 1140, 169, 1158]
dateline: Cabul, March 18.: [576, 688, 627, 697]
article-paragraph: The waters next morning commenced receding. The damage done cannot yet be estimated, but it must be enormous, especially to farmers, who by the visitation three years back lost nearly the whole of their crops, and this season will lose fully as badly, only a small portion was harvested. This calamity following the other so speedily must ruin many agriculturists, and the trade of the district must suffer in a corresponding degree. The prospect of the district at present is anything but cheering, and dating to be heavy.: [638, 649, 779, 750]
article-paragraph: Thirty Yorkshire colliery owners have conceded the demands of the men.: [333, 423, 474, 441]
article-paragraph: Railway Stakes Handicap, of 100sovs. 6 furlongs.: [180, 351, 322, 369]
masthead: [30, 4, 1088, 30]
dateline: London, March 18.: [572, 738, 627, 747]
article-paragraph: Lord Randolph Churchill has published his original protest against the calling of a Commission of Inquiry into the charges made by the "Times" against Mr Parnell.: [333, 195, 474, 229]
article-paragraph: Dreamland (8st 7lb) also started. Won by a length. Time, 1min 10 4-5th sec. Dividend, £1 10s.: [180, 136, 322, 162]
article-paragraph: Barber (6st 7lb), Te Kooti (6st 7lb), and Possum also ran. Fleecie was a warm favourite on the totalisator. Hilda got away first, and made his own running, and after a desperate set-to down the straight with Fleecie, secured the verdict by half a length. Time, 1.47. Dividend, £7 1s.: [28, 264, 169, 315]
article-paragraph: Mr H. W. Farnall said he hoped to see this movement successful, and that without legislation; and he had good grounds for his hope.: [790, 663, 932, 689]
article-paragraph: He says the promoters of the Commission were the real traitors, and not the Unionists.: [333, 231, 474, 248]
article-headline: PRE-SESSIONAL ADDRESS.: [499, 902, 613, 933]
article-paragraph: Mr George Hunter's b m Lenore, 5yrs, 10st 2: [189, 201, 316, 210]
article-subheading: CAMBRIDGE JOCKEY CLUB'S MEETING.: [194, 453, 307, 472]
article-paragraph: On Monday of last week the water, which had been rising for two days previously, entered the lower portions of the town, and fast covering some of the business places and the main street were flooded. Merchants from Copmanhurst, Tabulam, and other stations on Monday evening created some apprehension, and everybody commenced packing their goods and placing them above the former flood level. The losses to business stocks will therefore on this occasion be considerably less than with the flood of three years ago, though some of the business men will sustain heavy losses. There are only two business places in the city that were not visited by water, which reached its maximum height late on Tuesday, having been rising since the Thursday previous. The water rushed over with great force at the foot of Prince and Villiers streets, and for a considerable distance from the old Company's wharf upwards, while at South Grafton the river poured over its banks in an: [638, 235, 779, 412]
column-rule: [531, 897, 582, 898]
article-paragraph: Major Geo. Gorge's ch f Fleecie, 3yrs, 6st 10lb (Priest) 2: [28, 226, 169, 244]
article-paragraph: Mr J. Thorpe's blk m Forget-me-Not, 5yrs, by Billingsgate—Lalla Rookh, 8st (Carey) 1: [28, 836, 169, 853]
article-paragraph: The colliery owners have appointed a committee to meet the delegates of the miners on Thursday next.: [485, 244, 627, 270]
column-rule: [343, 158, 464, 159]
article-paragraph: Burke Memorial Stakes, of 200sovs. One mile and a-half.: [180, 1121, 322, 1138]
article-paragraph: Cup.—Hilda, 1; Bird Helen, 2; Meta, 3. Napier, Tuesday.: [180, 1033, 322, 1050]
article-paragraph: Mr J. Maitland's br g Blarney, aged by Izaak Walton—Jenny, 8st 8lb (Morrigan) 1: [28, 708, 169, 726]
article-subheading: COMMERCIAL AND MONETARY.: [494, 725, 618, 735]
article-paragraph: Holly (9st 11lb) and the Carter (7st 11lb) also ran. Blarney was the first away, and the result was never in doubt, the son of Izaak Walton winning by three lengths. Dividend, £1 14s. The winner was submitted to auction, and purchased by Mr F. Whiting for £24 10s.: [28, 765, 169, 816]
article-headline: STRANGE SUICIDE.: [792, 1052, 930, 1068]
column-6: [791, 34, 938, 1418]
article-paragraph: The Bavarian Government have declined to recognise "Old" Catholics as members of the Church.: [333, 787, 474, 813]
article-paragraph: The annual race meeting of the Henderson's Mill Turf Club yesterday attracted one of the largest crowds that have assembled on the country course. Throughout, the racing was of an excellent character, and in the majority of the races the favourites were defeated. Dentry's band discoursed the musical programme, and Mr Blomfield worked the totalisators. The starter's duties were fairly performed by Mr J. Archibald, and Mr W. F. Fenton occupied the judge's box. Appended are details of the day's racing:—: [28, 77, 169, 170]
dateline: Hastings Racecourse, March 18.: [229, 916, 322, 925]
article-paragraph: Several factories are consequently stopping work in Yorkshire.: [333, 461, 474, 478]
article-paragraph: Mr G. Hunter's blk f Cynisca, 5yrs, 8st 7lb 2: [189, 389, 315, 398]
article-paragraph: Mr C. Smith's ch g Randwick, 6yrs, 30sovs, 9st 11lb (McGlinniam) 3: [28, 746, 169, 763]
article-subheading: THE QUEENSLAND LOAN.: [506, 785, 606, 795]
article-paragraph: Lord Salisbury discredits the report that Consul Buchanan has reinstated the British flag in the Shire district. He thinks it probable that the report may have had its origin in the hoisting of the British flag on a vessel on the Shire River.: [790, 1300, 932, 1343]
article-paragraph: Mr R. Ray's b h Wakatipu, 4yrs, 8st 11lb 3: [189, 1169, 309, 1178]
dateline: Sydney, March 18.: [421, 881, 474, 890]
article-paragraph: Grace Darling, 8st 3: [189, 603, 247, 612]
article-headline: FATAL CONFLAGRATION.: [491, 580, 621, 611]
article-paragraph: Ten horses started. Won by half a length from My Queen. Dividend, £3 8s.: [28, 875, 169, 893]
